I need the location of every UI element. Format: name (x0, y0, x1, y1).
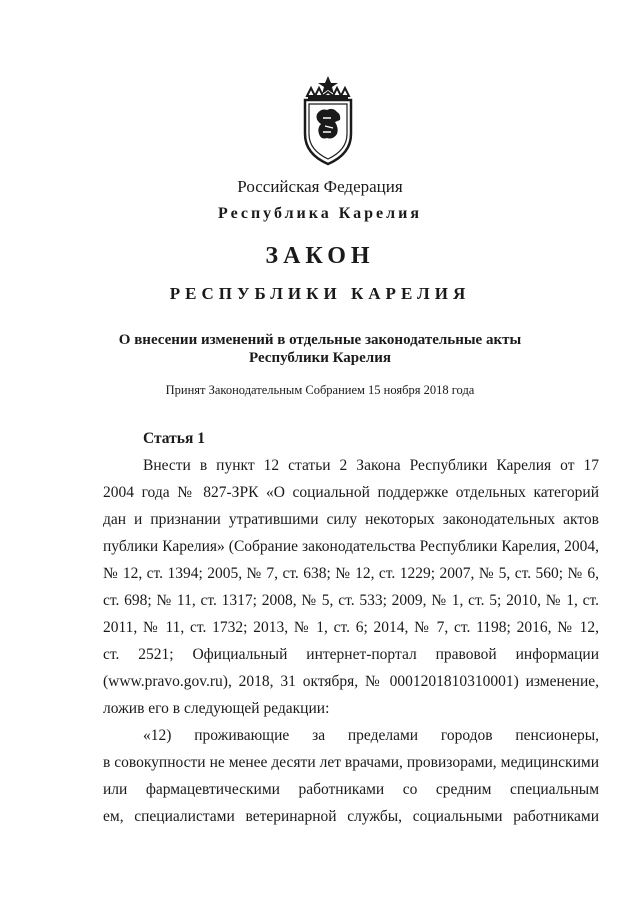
body-line: 2011, № 11, ст. 1732; 2013, № 1, ст. 6; 2014, № 7, ст. 1198; 2016, № 12, (103, 619, 599, 636)
body-line: (www.pravo.gov.ru), 2018, 31 октября, № 0001201810310001) изменение, (103, 673, 599, 690)
republic-line: Республика Карелия (218, 205, 422, 222)
body-line: дан и признании утратившими силу некоторых законодательных актов (103, 511, 599, 528)
body-line: «12) проживающие за пределами городов пенсионеры, (143, 727, 599, 744)
body-line: в совокупности не менее десяти лет врачами, провизорами, медицинскими (103, 754, 599, 771)
body-line: ем, специалистами ветеринарной службы, социальными работниками (103, 808, 599, 825)
federation-line: Российская Федерация (237, 177, 403, 196)
law-title-line-1: О внесении изменений в отдельные законодательные акты (118, 332, 522, 348)
body-line: ст. 698; № 11, ст. 1317; 2008, № 5, ст. 533; 2009, № 1, ст. 5; 2010, № 1, ст. (103, 592, 599, 609)
body-line: ложив его в следующей редакции: (103, 700, 330, 717)
karelia-coat-of-arms-emblem (297, 74, 359, 166)
adoption-note: Принят Законодательным Собранием 15 ноября 2018 года (165, 383, 475, 397)
article-heading: Статья 1 (143, 430, 205, 447)
body-line: или фармацевтическими работниками со средним специальным (103, 781, 599, 798)
law-title-line-2: Республики Карелия (249, 350, 391, 366)
body-line: № 12, ст. 1394; 2005, № 7, ст. 638; № 12, ст. 1229; 2007, № 5, ст. 560; № 6, (103, 565, 599, 582)
law-subheading: РЕСПУБЛИКИ КАРЕЛИЯ (169, 284, 471, 303)
body-line: публики Карелия» (Собрание законодательства Республики Карелия, 2004, (103, 538, 599, 555)
law-heading: ЗАКОН (265, 243, 375, 269)
body-line: ст. 2521; Официальный интернет-портал правовой информации (103, 646, 599, 663)
body-line: Внести в пункт 12 статьи 2 Закона Республики Карелия от 17 (143, 457, 599, 474)
body-line: 2004 года № 827-ЗРК «О социальной поддержке отдельных категорий (103, 484, 599, 501)
